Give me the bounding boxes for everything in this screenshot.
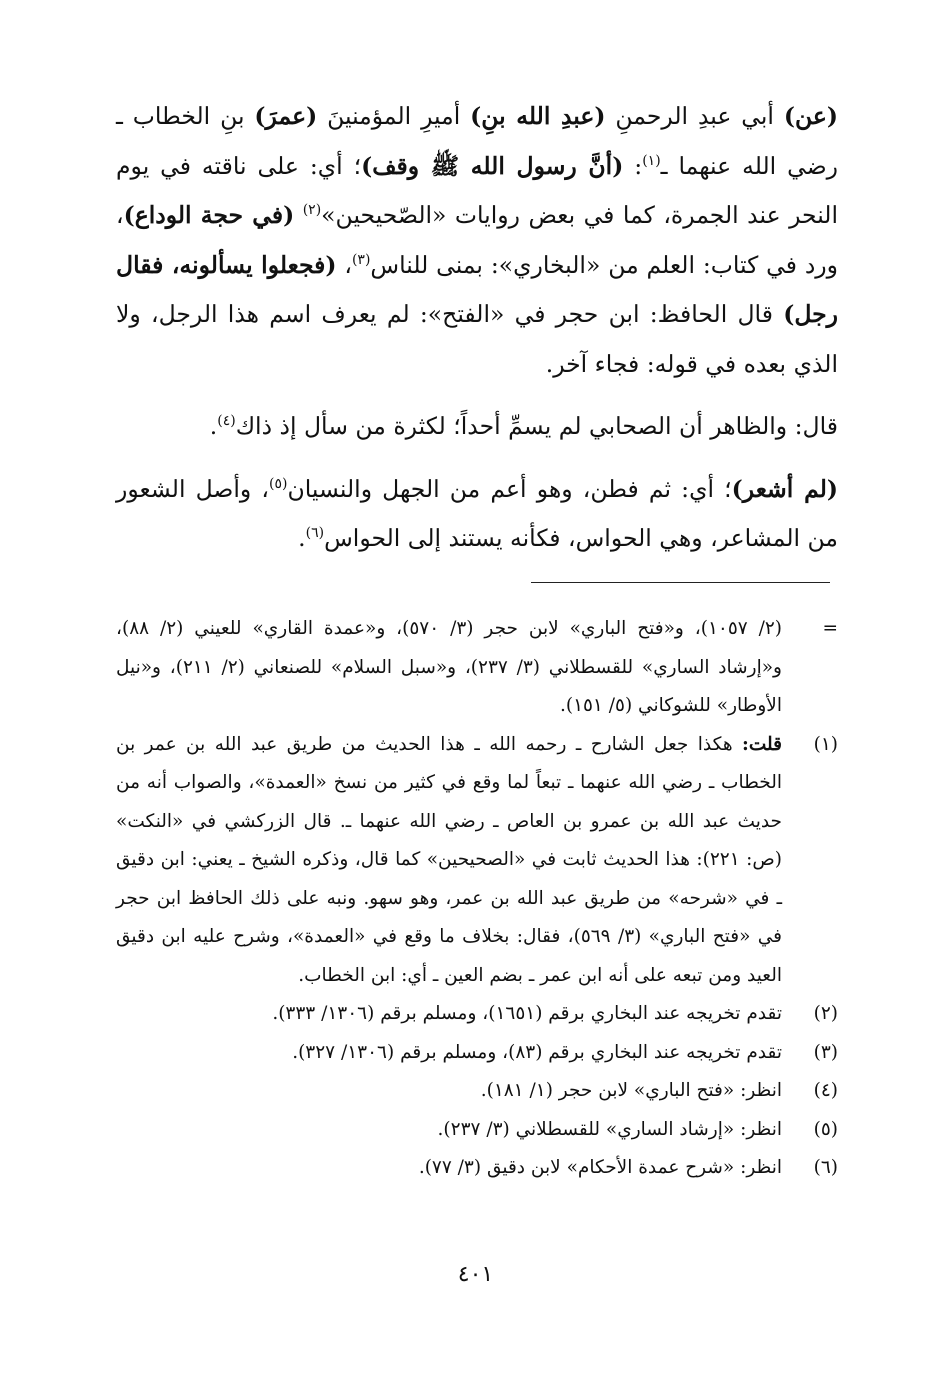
text-segment: تقدم تخريجه عند البخاري برقم (٨٣)، ومسلم برقم (١٣٠٦/ ٣٢٧). <box>292 1041 782 1063</box>
text-segment: قال الحافظ: ابن حجر في «الفتح»: لم يعرف اسم هذا الرجل، ولا الذي بعده في قوله: فجاء آخر. <box>116 300 838 378</box>
footnote-ref: (١) <box>642 152 661 169</box>
text-segment: : <box>623 151 643 180</box>
footnote-text <box>116 610 782 726</box>
footnote-text <box>116 1072 782 1111</box>
footnote <box>116 1111 838 1150</box>
bold-text-segment: (عمرَ) <box>254 102 318 130</box>
main-paragraph <box>116 402 838 452</box>
footnote <box>116 726 838 996</box>
footnote-ref: (٦) <box>305 525 325 542</box>
bold-text-segment: (عن) <box>783 102 838 130</box>
footnote-number: (٣) <box>813 1041 838 1063</box>
text-segment: (٢/ ١٠٥٧)، و«فتح الباري» لابن حجر (٣/ ٥٧٠)، و«عمدة القاري» للعيني (٢/ ٨٨)، و«إرشاد الساري» للقسطلاني (٣/ ٢٣٧)، و«سبل السلام» للصنعاني (٢/ ٢١١)، و«نيل الأوطار» للشوكاني (٥/ ١٥١). <box>116 618 783 716</box>
page-number: ٤٠١ <box>457 1262 494 1287</box>
footnote-number: = <box>822 618 838 639</box>
footnote-text <box>116 995 782 1034</box>
text-segment: هكذا جعل الشارح ـ رحمه الله ـ هذا الحديث من طريق عبد الله بن عمر بن الخطاب ـ رضي الله عنهما ـ تبعاً لما وقع في كثير من نسخ «العمدة»، والصواب أنه من حديث عبد الله بن عمرو بن العاص ـ رضي الله عنهما ـ. قال الزركشي في «النكت» (ص: ٢٢١): هذا الحديث ثابت في «الصحيحين» كما قال، وذكره الشيخ ـ يعني: ابن دقيق ـ في «شرحه» من طريق عبد الله بن عمر، وهو سهو. ونبه على ذلك الحافظ ابن حجر في «فتح الباري» (٣/ ٥٦٩)، فقال: بخلاف ما وقع في «العمدة»، وشرح عليه ابن دقيق العيد ومن تبعه على أنه ابن عمر ـ بضم العين ـ أي: ابن الخطاب. <box>116 733 782 986</box>
footnotes <box>116 610 838 1188</box>
footnote-ref: (٤) <box>217 413 236 430</box>
text-segment: قال: والظاهر أن الصحابي لم يسمِّ أحداً؛ لكثرة من سأل إذ ذاك <box>235 412 838 440</box>
text-segment: ، <box>336 250 352 279</box>
footnote-number: (٤) <box>813 1080 838 1101</box>
text-segment: . <box>298 524 306 552</box>
bold-text-segment: (أنَّ رسول الله ﷺ وقف) <box>361 151 624 180</box>
footnote <box>116 995 838 1034</box>
text-segment: انظر: «شرح عمدة الأحكام» لابن دقيق (٣/ ٧٧). <box>418 1157 782 1178</box>
bold-text-segment: قلت: <box>742 733 782 755</box>
footnote <box>116 1072 838 1111</box>
footnote-number: (١) <box>813 733 838 755</box>
footnote-number: (٥) <box>813 1118 838 1140</box>
text-segment: ؛ أي: ثم فطن، وهو أعم من الجهل والنسيان <box>287 474 732 503</box>
text-segment <box>294 201 303 229</box>
footnote-ref: (٥) <box>268 475 288 492</box>
text-segment: انظر: «فتح الباري» لابن حجر (١/ ١٨١). <box>480 1080 782 1101</box>
bold-text-segment: (في حجة الوداع) <box>123 201 295 229</box>
footnote-number: (٦) <box>813 1157 838 1178</box>
text-segment: . <box>209 412 218 440</box>
footnote-number: (٢) <box>813 1003 838 1024</box>
footnote-text <box>116 1111 782 1150</box>
footnote-text <box>116 1034 782 1073</box>
footnote-separator <box>531 582 830 583</box>
bold-text-segment: (لم أشعر) <box>731 474 839 503</box>
footnote <box>116 1149 838 1188</box>
main-paragraph <box>116 92 838 389</box>
bold-text-segment: (فجعلوا يسألونه، فقال رجل) <box>116 250 838 328</box>
main-text <box>116 92 838 564</box>
footnote-text <box>116 1149 782 1188</box>
text-segment: ، ورد في كتاب: العلم من «البخاري»: بمنى للناس <box>116 201 839 279</box>
text-segment: أبي عبدِ الرحمنِ <box>605 102 784 130</box>
text-segment: ؛ أي: على ناقته في يوم النحر عند الجمرة، كما في بعض روايات «الصّحيحين» <box>116 151 838 229</box>
footnote-text <box>116 726 782 996</box>
bold-text-segment: (عبدِ الله بنِ) <box>470 102 606 130</box>
footnote-ref: (٢) <box>302 202 322 219</box>
main-paragraph <box>116 465 838 564</box>
text-segment: تقدم تخريجه عند البخاري برقم (١٦٥١)، ومسلم برقم (١٣٠٦/ ٣٣٣). <box>272 1003 782 1024</box>
footnote <box>116 1034 838 1073</box>
text-segment: بنِ الخطاب ـ رضي الله عنهما ـ <box>116 102 839 180</box>
footnote <box>116 610 838 726</box>
text-segment: انظر: «إرشاد الساري» للقسطلاني (٣/ ٢٣٧). <box>437 1118 782 1140</box>
text-segment: ، وأصل الشعور من المشاعر، وهي الحواس، فكأنه يستند إلى الحواس <box>116 474 838 552</box>
footnote-ref: (٣) <box>351 251 371 268</box>
text-segment: أميرِ المؤمنينَ <box>317 102 471 130</box>
